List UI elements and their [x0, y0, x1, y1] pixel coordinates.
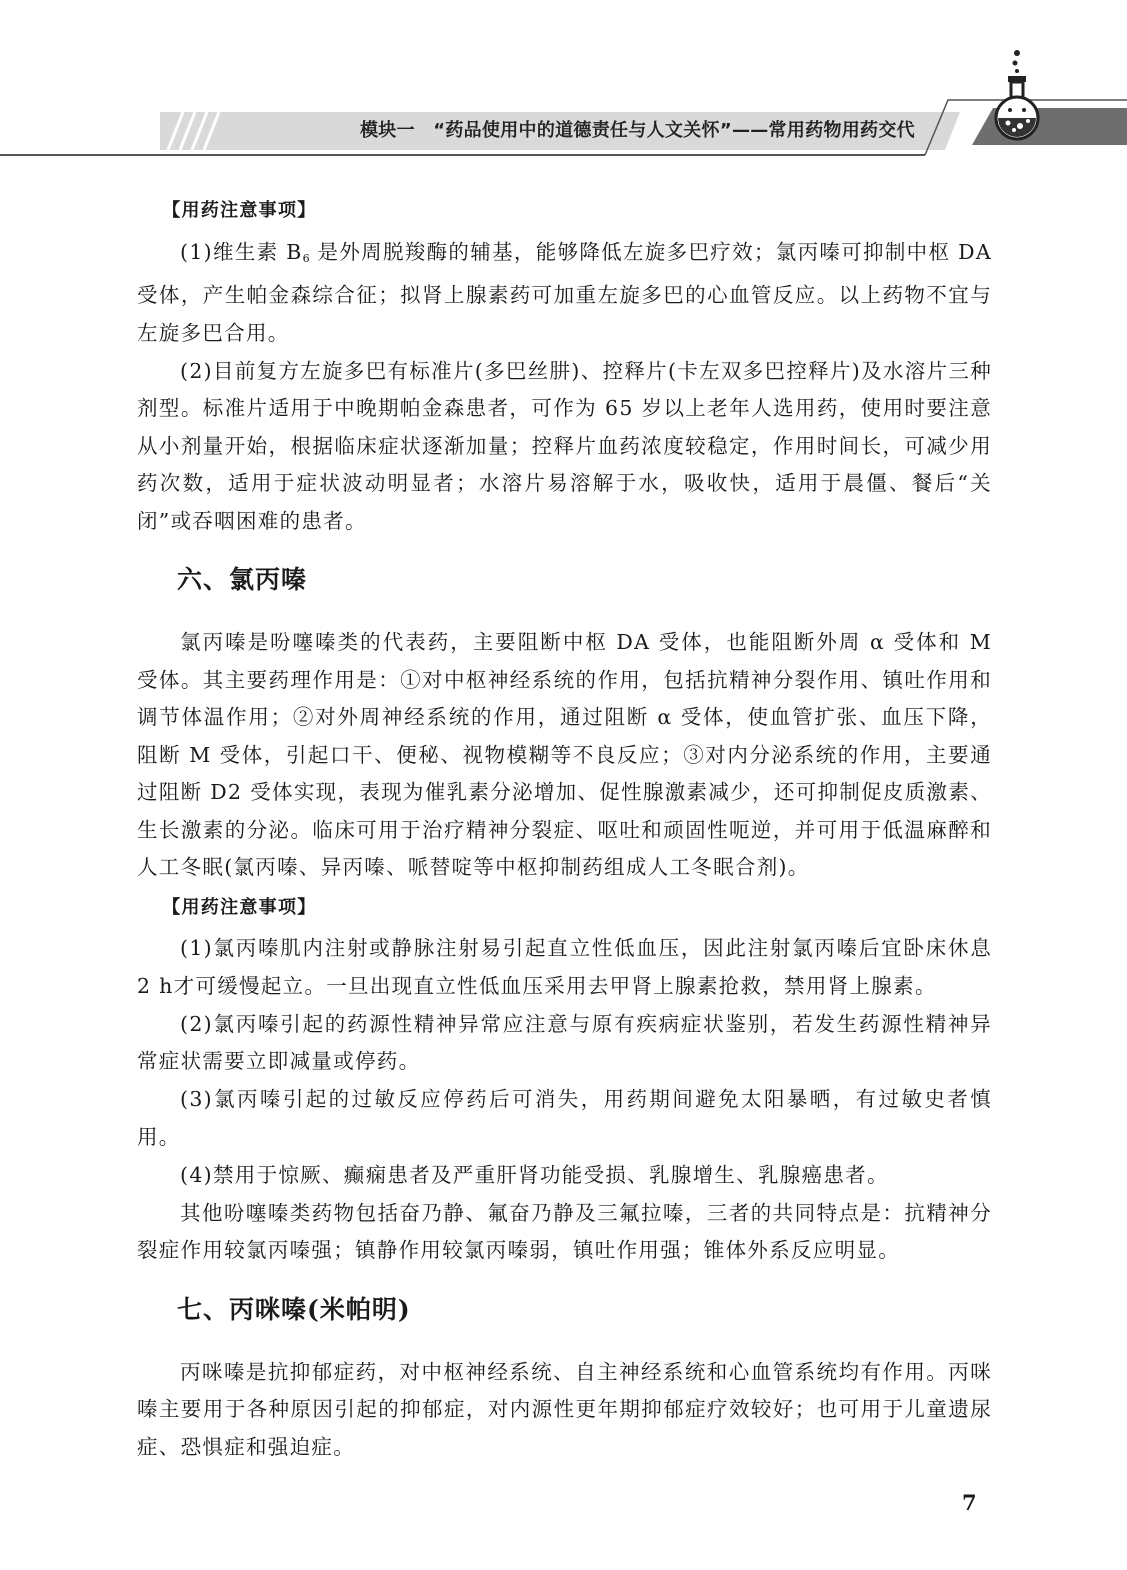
- page-body: [137, 192, 992, 1467]
- section-title: 六、氯丙嗪: [177, 565, 308, 594]
- precautions-heading: 【用药注意事项】: [162, 200, 317, 221]
- list-item: (3)氯丙嗪引起的过敏反应停药后可消失，用药期间避免太阳暴晒，有过敏史者慎用。: [137, 1087, 992, 1149]
- list-item: (2)氯丙嗪引起的药源性精神异常应注意与原有疾病症状鉴别，若发生药源性精神异常症状需要立即减量或停药。: [137, 1011, 992, 1073]
- paragraph: 丙咪嗪是抗抑郁症药，对中枢神经系统、自主神经系统和心血管系统均有作用。丙咪嗪主要用于各种原因引起的抑郁症，对内源性更年期抑郁症疗效较好；也可用于儿童遗尿症、恐惧症和强迫症。: [137, 1359, 992, 1459]
- paragraph: (2)目前复方左旋多巴有标准片(多巴丝肼)、控释片(卡左双多巴控释片)及水溶片三种剂型。标准片适用于中晚期帕金森患者，可作为 65 岁以上老年人选用药，使用时要注意从小剂量开始，根据临床症状逐渐加量；控释片血药浓度较稳定，作用时间长，可减少用药次数，适用于症状波动明显者；水溶片易溶解于水，吸收快，适用于晨僵、餐后“关闭”或吞咽困难的患者。: [137, 358, 992, 533]
- flask-icon: [996, 50, 1038, 139]
- text: (1)维生素 B: [180, 239, 303, 264]
- subscript: 6: [302, 251, 310, 265]
- text: 是外周脱羧酶的辅基，能够降低左旋多巴疗效；氯丙嗪可抑制中枢 DA 受体，产生帕金森综合征；拟肾上腺素药可加重左旋多巴的心血管反应。以上药物不宜与左旋多巴合用。: [137, 239, 992, 345]
- paragraph: [137, 234, 992, 353]
- header-title: 模块一 “药品使用中的道德责任与人文关怀”——常用药物用药交代: [360, 120, 915, 141]
- list-item: (4)禁用于惊厥、癫痫患者及严重肝肾功能受损、乳腺增生、乳腺癌患者。: [180, 1162, 889, 1187]
- page-number: 7: [962, 1490, 977, 1515]
- paragraph: 氯丙嗪是吩噻嗪类的代表药，主要阻断中枢 DA 受体，也能阻断外周 α 受体和 M 受体。其主要药理作用是：①对中枢神经系统的作用，包括抗精神分裂作用、镇吐作用和调节体温作用；②对外周神经系统的作用，通过阻断 α 受体，使血管扩张、血压下降，阻断 M 受体，引起口干、便秘、视物模糊等不良反应；③对内分泌系统的作用，主要通过阻断 D2 受体实现，表现为催乳素分泌增加、促性腺激素减少，还可抑制促皮质激素、生长激素的分泌。临床可用于治疗精神分裂症、呕吐和顽固性呃逆，并可用于低温麻醉和人工冬眠(氯丙嗪、异丙嗪、哌替啶等中枢抑制药组成人工冬眠合剂)。: [137, 630, 992, 879]
- header-banner: [0, 0, 1127, 170]
- paragraph: 其他吩噻嗪类药物包括奋乃静、氟奋乃静及三氟拉嗪，三者的共同特点是：抗精神分裂症作用较氯丙嗪强；镇静作用较氯丙嗪弱，镇吐作用强；锥体外系反应明显。: [137, 1200, 992, 1262]
- section-title: 七、丙咪嗪(米帕明): [177, 1294, 411, 1324]
- running-header: [0, 0, 1127, 170]
- precautions-heading: 【用药注意事项】: [162, 896, 317, 918]
- list-item: (1)氯丙嗪肌内注射或静脉注射易引起直立性低血压，因此注射氯丙嗪后宜卧床休息 2 h才可缓慢起立。一旦出现直立性低血压采用去甲肾上腺素抢救，禁用肾上腺素。: [137, 936, 992, 998]
